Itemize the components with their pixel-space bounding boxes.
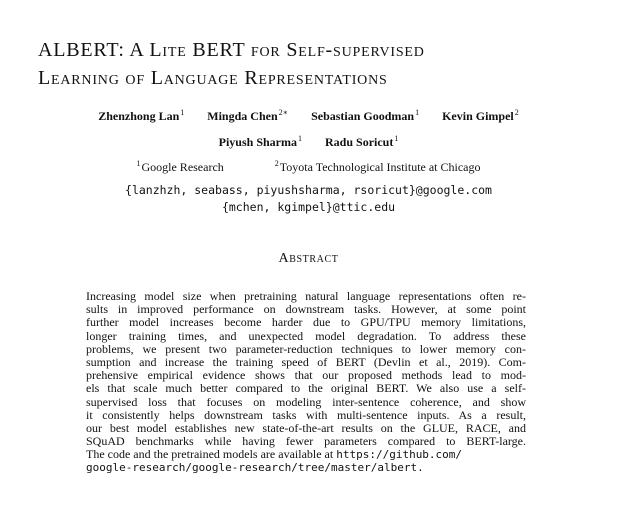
code-url-link-continued[interactable]: google-research/google-research/tree/master/albert: [86, 461, 418, 475]
title-line-1: ALBERT: A Lite BERT for Self-supervised: [38, 39, 425, 61]
affiliations: [0, 159, 617, 175]
abstract-line: it consistently helps downstream tasks with multi-sentence inputs. As a result,: [86, 408, 526, 422]
abstract-line: our best model establishes new state-of-the-art results on the GLUE, RACE, and: [86, 421, 526, 435]
author: [325, 134, 398, 150]
affiliation-name: Google Research: [141, 160, 224, 174]
author: [207, 108, 288, 124]
author-name: Kevin Gimpel: [442, 109, 514, 123]
paper-title: [38, 36, 598, 92]
abstract-line: further model increases become harder due to GPU/TPU memory limitations,: [86, 316, 526, 330]
author-name: Sebastian Goodman: [311, 109, 415, 123]
abstract-line: sumption and increase the training speed of BERT (Devlin et al., 2019). Com-: [86, 355, 526, 369]
abstract-line: longer training times, and unexpected model degradation. To address these: [86, 329, 526, 343]
author-affiliation-mark: 1: [298, 134, 302, 143]
email-line-google: {lanzhzh, seabass, piyushsharma, rsoricut}@google.com: [125, 183, 492, 197]
author-affiliation-mark: 2∗: [278, 108, 289, 117]
author: [311, 108, 419, 124]
abstract-line-code-availability: [86, 448, 526, 461]
abstract-heading: Abstract: [278, 251, 339, 266]
affiliation-mark: 2: [274, 159, 279, 168]
code-url-continuation: [86, 461, 526, 475]
abstract-line: SQuAD benchmarks while having fewer parameters compared to BERT-large.: [86, 435, 526, 449]
code-url-link[interactable]: https://github.com/: [336, 448, 463, 462]
affiliation-mark: 1: [136, 159, 141, 168]
author: [98, 108, 184, 124]
author: [442, 108, 519, 124]
abstract-line: prehensive empirical evidence shows that our proposed methods lead to mod-: [86, 369, 526, 383]
author-name: Zhenzhong Lan: [98, 109, 180, 123]
email-line-ttic: {mchen, kgimpel}@ttic.edu: [221, 200, 396, 214]
author-name: Mingda Chen: [207, 109, 278, 123]
author: [219, 134, 302, 150]
affiliation-name: Toyota Technological Institute at Chicago: [279, 160, 481, 174]
affiliation: [136, 159, 223, 175]
author-name: Radu Soricut: [325, 135, 394, 149]
abstract-line: supervised loss that focuses on modeling inter-sentence coherence, and show: [86, 395, 526, 409]
title-line-2: Learning of Language Representations: [38, 67, 388, 89]
abstract-line: problems, we present two parameter-reduction techniques to lower memory con-: [86, 342, 526, 356]
code-availability-text: The code and the pretrained models are available at: [86, 448, 337, 462]
affiliation: [275, 159, 481, 175]
author-affiliation-mark: 2: [514, 108, 519, 117]
abstract-line: els that scale much better compared to the original BERT. We also use a self-: [86, 382, 526, 396]
abstract-line: Increasing model size when pretraining natural language representations often re-: [86, 290, 526, 303]
author-affiliation-mark: 1: [394, 134, 399, 143]
author-list-row-2: [0, 134, 617, 150]
author-affiliation-mark: 1: [415, 108, 420, 117]
author-list-row-1: [0, 108, 617, 124]
abstract-body: [86, 290, 526, 475]
author-name: Piyush Sharma: [218, 135, 297, 149]
abstract-line: sults in improved performance on downstream tasks. However, at some point: [86, 303, 526, 317]
author-affiliation-mark: 1: [180, 108, 185, 117]
final-period: .: [417, 461, 424, 475]
